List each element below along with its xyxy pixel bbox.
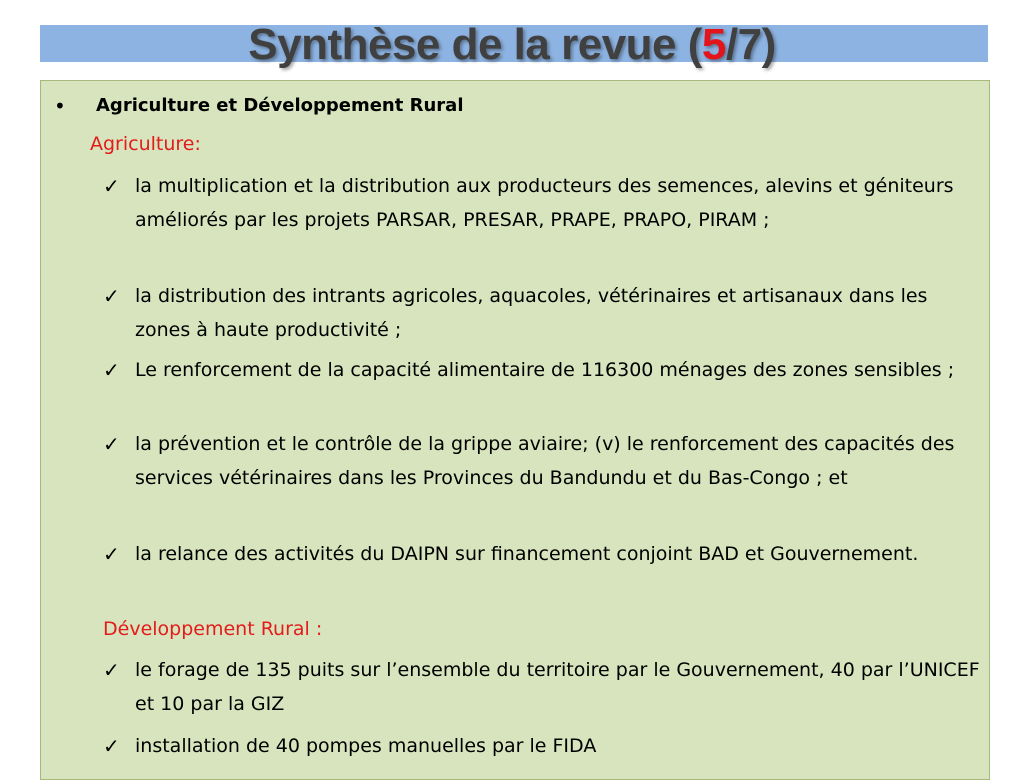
list-item: [103, 279, 983, 347]
checkmark-icon: ✓: [103, 284, 120, 308]
list-item: [103, 427, 983, 495]
list-item-text: la relance des activités du DAIPN sur financement conjoint BAD et Gouvernement.: [135, 543, 919, 565]
content-box: [40, 80, 990, 780]
title-main: Synthèse de la revue (: [248, 20, 702, 69]
list-item: [103, 729, 983, 763]
section-heading: Agriculture et Développement Rural: [96, 95, 464, 116]
slide-title: [0, 14, 1024, 76]
list-item-text: la prévention et le contrôle de la grippe aviaire; (v) le renforcement des capacités des services vétérinaires dans les Provinces du Bandundu et du Bas-Congo ; et: [135, 433, 955, 489]
list-item-text: la multiplication et la distribution aux producteurs des semences, alevins et géniteurs améliorés par les projets PARSAR, PRESAR, PRAPE, PRAPO, PIRAM ;: [135, 175, 954, 231]
checkmark-icon: ✓: [103, 542, 120, 566]
checkmark-icon: ✓: [103, 358, 120, 382]
rural-heading: Développement Rural :: [103, 618, 323, 640]
title-accent: 5: [701, 20, 726, 69]
checkmark-icon: ✓: [103, 734, 120, 758]
checkmark-icon: ✓: [103, 432, 120, 456]
bullet-icon: •: [54, 94, 66, 118]
list-item-text: le forage de 135 puits sur l’ensemble du territoire par le Gouvernement, 40 par l’UNICEF et 10 par la GIZ: [135, 659, 980, 715]
list-item: [103, 653, 983, 721]
list-item-text: installation de 40 pompes manuelles par le FIDA: [135, 735, 597, 757]
title-tail: /7): [725, 20, 776, 69]
list-item-text: Le renforcement de la capacité alimentaire de 116300 ménages des zones sensibles ;: [135, 359, 955, 381]
list-item-text: la distribution des intrants agricoles, aquacoles, vétérinaires et artisanaux dans les zones à haute productivité ;: [135, 285, 928, 341]
checkmark-icon: ✓: [103, 174, 120, 198]
list-item: [103, 169, 983, 237]
list-item: [103, 353, 983, 387]
checkmark-icon: ✓: [103, 658, 120, 682]
agriculture-heading: Agriculture:: [90, 133, 201, 155]
list-item: [103, 537, 983, 571]
section-heading-row: [54, 93, 464, 119]
